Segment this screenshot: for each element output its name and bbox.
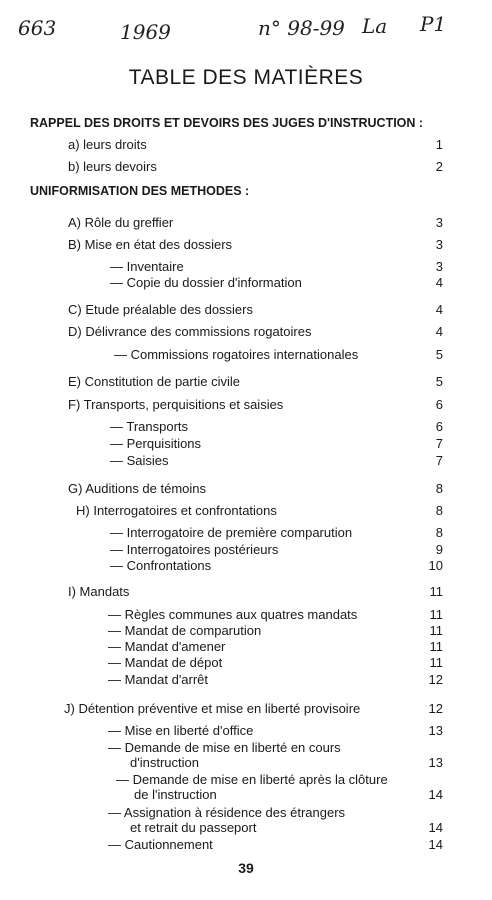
entry-text: b) leurs devoirs bbox=[68, 159, 157, 174]
entry-page: 12 bbox=[428, 672, 443, 687]
entry-page: 14 bbox=[428, 820, 443, 835]
entry-text: H) Interrogatoires et confrontations bbox=[76, 503, 277, 518]
entry-page: 4 bbox=[435, 275, 443, 290]
entry-text: — Saisies bbox=[110, 453, 169, 468]
handwritten-note: La bbox=[362, 14, 388, 38]
entry-page: 7 bbox=[435, 436, 443, 451]
entry-page: 10 bbox=[428, 558, 443, 573]
toc-entry[interactable] bbox=[68, 373, 443, 391]
toc-subentry[interactable] bbox=[110, 418, 443, 436]
entry-text: — Copie du dossier d'information bbox=[110, 275, 302, 290]
entry-text: — Cautionnement bbox=[108, 837, 213, 852]
toc-subentry[interactable] bbox=[110, 557, 443, 575]
entry-text: — Interrogatoire de première comparution bbox=[110, 525, 353, 540]
toc-entry[interactable] bbox=[68, 301, 443, 319]
handwritten-note: 1969 bbox=[120, 20, 171, 44]
toc-entry[interactable] bbox=[68, 396, 443, 414]
toc-subentry[interactable] bbox=[108, 722, 443, 740]
entry-page: 12 bbox=[428, 701, 443, 716]
entry-text: — Mise en liberté d'office bbox=[108, 723, 254, 738]
entry-page: 13 bbox=[428, 723, 443, 738]
entry-page: 3 bbox=[435, 259, 443, 274]
entry-page: 14 bbox=[428, 837, 443, 852]
toc-entry[interactable] bbox=[68, 214, 443, 232]
entry-text: — Demande de mise en liberté après la clôture bbox=[116, 772, 388, 787]
entry-text: — Règles communes aux quatres mandats bbox=[108, 607, 358, 622]
toc-subentry[interactable] bbox=[110, 524, 443, 542]
entry-text: UNIFORMISATION DES METHODES : bbox=[30, 184, 250, 198]
entry-page: 11 bbox=[429, 655, 443, 670]
toc-entry[interactable] bbox=[68, 158, 443, 176]
entry-text: — Inventaire bbox=[110, 259, 184, 274]
entry-text: F) Transports, perquisitions et saisies bbox=[68, 397, 284, 412]
entry-page: 5 bbox=[435, 347, 443, 362]
entry-text: — Perquisitions bbox=[110, 436, 202, 451]
toc-subentry-cont[interactable] bbox=[130, 754, 443, 772]
handwritten-note: 663 bbox=[18, 16, 57, 40]
toc-subentry-cont[interactable] bbox=[134, 786, 443, 804]
entry-text: — Demande de mise en liberté en cours bbox=[108, 740, 341, 755]
entry-page: 11 bbox=[429, 584, 443, 599]
entry-text: G) Auditions de témoins bbox=[68, 481, 207, 496]
entry-page: 11 bbox=[429, 623, 443, 638]
toc-subentry[interactable] bbox=[110, 452, 443, 470]
entry-text: de l'instruction bbox=[134, 787, 217, 802]
handwritten-note: P1 bbox=[420, 12, 447, 36]
entry-text: — Assignation à résidence des étrangers bbox=[108, 805, 346, 820]
entry-page: 2 bbox=[435, 159, 443, 174]
entry-text: A) Rôle du greffier bbox=[68, 215, 174, 230]
entry-page: 8 bbox=[435, 481, 443, 496]
entry-page: 8 bbox=[435, 503, 443, 518]
entry-page: 4 bbox=[435, 302, 443, 317]
entry-page: 14 bbox=[428, 787, 443, 802]
page-title: TABLE DES MATIÈRES bbox=[128, 66, 364, 89]
entry-page: 11 bbox=[429, 607, 443, 622]
entry-text: E) Constitution de partie civile bbox=[68, 374, 240, 389]
entry-text: — Mandat de dépot bbox=[108, 655, 223, 670]
entry-text: d'instruction bbox=[130, 755, 199, 770]
entry-text: a) leurs droits bbox=[68, 137, 147, 152]
toc-subentry[interactable] bbox=[108, 654, 443, 672]
entry-text: — Mandat de comparution bbox=[108, 623, 262, 638]
entry-text: — Transports bbox=[110, 419, 189, 434]
toc-entry[interactable] bbox=[68, 583, 443, 601]
toc-subentry[interactable] bbox=[110, 435, 443, 453]
entry-page: 5 bbox=[435, 374, 443, 389]
entry-text: D) Délivrance des commissions rogatoires bbox=[68, 324, 312, 339]
toc-entry[interactable] bbox=[68, 236, 443, 254]
toc-subentry[interactable] bbox=[114, 346, 443, 364]
toc-entry[interactable] bbox=[76, 502, 443, 520]
entry-text: — Confrontations bbox=[110, 558, 212, 573]
entry-text: et retrait du passeport bbox=[130, 820, 257, 835]
toc-subentry[interactable] bbox=[108, 671, 443, 689]
entry-page: 4 bbox=[435, 324, 443, 339]
entry-text: C) Etude préalable des dossiers bbox=[68, 302, 253, 317]
toc-entry[interactable] bbox=[64, 700, 443, 718]
entry-text: I) Mandats bbox=[68, 584, 130, 599]
entry-text: — Mandat d'amener bbox=[108, 639, 226, 654]
toc-entry[interactable] bbox=[68, 323, 443, 341]
entry-page: 11 bbox=[429, 639, 443, 654]
entry-page: 1 bbox=[435, 137, 443, 152]
entry-text: RAPPEL DES DROITS ET DEVOIRS DES JUGES D'INSTRUCTION : bbox=[30, 116, 424, 130]
entry-text: B) Mise en état des dossiers bbox=[68, 237, 233, 252]
entry-text: — Mandat d'arrêt bbox=[108, 672, 209, 687]
handwritten-note: n° 98-99 bbox=[258, 16, 345, 40]
entry-page: 3 bbox=[435, 237, 443, 252]
page-number: 39 bbox=[238, 860, 254, 876]
entry-page: 13 bbox=[428, 755, 443, 770]
entry-page: 7 bbox=[435, 453, 443, 468]
toc-subentry[interactable] bbox=[108, 836, 443, 854]
entry-text: — Interrogatoires postérieurs bbox=[110, 542, 279, 557]
entry-page: 3 bbox=[435, 215, 443, 230]
toc-entry[interactable] bbox=[68, 480, 443, 498]
toc-subentry-cont[interactable] bbox=[130, 819, 443, 837]
entry-page: 9 bbox=[435, 542, 443, 557]
section-heading bbox=[30, 114, 450, 132]
toc-entry[interactable] bbox=[68, 136, 443, 154]
toc-subentry[interactable] bbox=[110, 274, 443, 292]
entry-page: 8 bbox=[435, 525, 443, 540]
section-heading bbox=[30, 182, 450, 200]
entry-text: J) Détention préventive et mise en liberté provisoire bbox=[64, 701, 361, 716]
entry-page: 6 bbox=[435, 397, 443, 412]
entry-text: — Commissions rogatoires internationales bbox=[114, 347, 359, 362]
entry-page: 6 bbox=[435, 419, 443, 434]
